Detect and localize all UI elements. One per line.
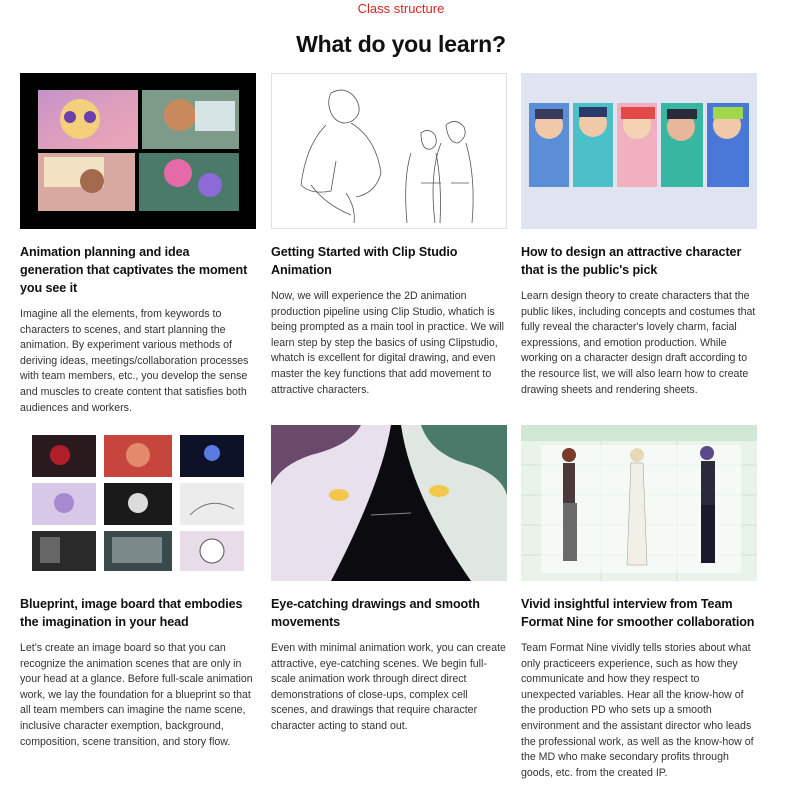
card-body: Imagine all the elements, from keywords to characters to scenes, and start planning the animation. By experiment various methods of deriving ideas, meetings/collaboration processes with team members, etc., you develop the sense and muscles to create content that satisfies both audiences and workers.	[20, 308, 249, 414]
section-eyebrow: Class structure	[357, 1, 445, 16]
card-title: Getting Started with Clip Studio Animation	[271, 245, 458, 277]
card-body: Even with minimal animation work, you can create attractive, eye-catching scenes. We begin full-scale animation work through direct direct demonstrations of close-ups, complex cell scenes, and drawings that require character character acting to stand out.	[271, 642, 506, 732]
card-image-closeup	[271, 425, 507, 581]
card-body: Let's create an image board so that you can recognize the animation scenes that are only in your head at a glance. Before full-scale animation work, we lay the foundation for a blueprint so that all team members can imagine the name scene, inclusive character exemption, background, composition, scene transition, and story flow.	[20, 642, 253, 748]
card-title: How to design an attractive character that is the public's pick	[521, 245, 742, 277]
character-lineup-illustration	[521, 73, 757, 229]
card-clip-studio	[271, 73, 507, 398]
card-title: Blueprint, image board that embodies the imagination in your head	[20, 597, 243, 629]
card-title: Vivid insightful interview from Team Format Nine for smoother collaboration	[521, 597, 755, 629]
line-sketch-illustration	[271, 73, 507, 229]
card-animation-planning	[20, 73, 256, 416]
card-image-storyboard	[20, 73, 256, 229]
card-interview	[521, 425, 757, 781]
card-body: Now, we will experience the 2D animation production pipeline using Clip Studio, whatich is being prompted as a main tool in practice. We will learn step by step the basics of using Clipstudio, whatch is excellent for digital drawing, and even master the key functions that add movement to attractive characters.	[271, 290, 504, 396]
closeup-illustration	[271, 425, 507, 581]
card-eye-catching	[271, 425, 507, 735]
section-title: What do you learn?	[296, 31, 506, 57]
card-image-board	[20, 425, 256, 750]
card-image-character-sheet	[521, 425, 757, 581]
storyboard-illustration	[20, 73, 256, 229]
card-body: Learn design theory to create characters that the public likes, including concepts and costumes that fully reveal the character's lovely charm, facial expressions, and emotion production. While working on a character design draft according to the resource list, we will also learn how to create drawing sheets and rendering sheets.	[521, 290, 756, 396]
card-title: Animation planning and idea generation that captivates the moment you see it	[20, 245, 248, 295]
card-image-character-lineup	[521, 73, 757, 229]
image-board-illustration	[20, 425, 256, 581]
character-sheet-illustration	[521, 425, 757, 581]
card-body: Team Format Nine vividly tells stories about what only practiceers experience, such as how they communicate and how they respect to unexpected variables. Hear all the know-how of the production PD who sets up a smooth environment and the assistant director who leads the professional work, as well as the know-how of the MD who make secondary profits through goods, etc. from the created IP.	[521, 642, 754, 779]
card-title: Eye-catching drawings and smooth movements	[271, 597, 480, 629]
card-image-board-grid	[20, 425, 256, 581]
card-image-line-sketch	[271, 73, 507, 229]
card-character-design	[521, 73, 757, 398]
